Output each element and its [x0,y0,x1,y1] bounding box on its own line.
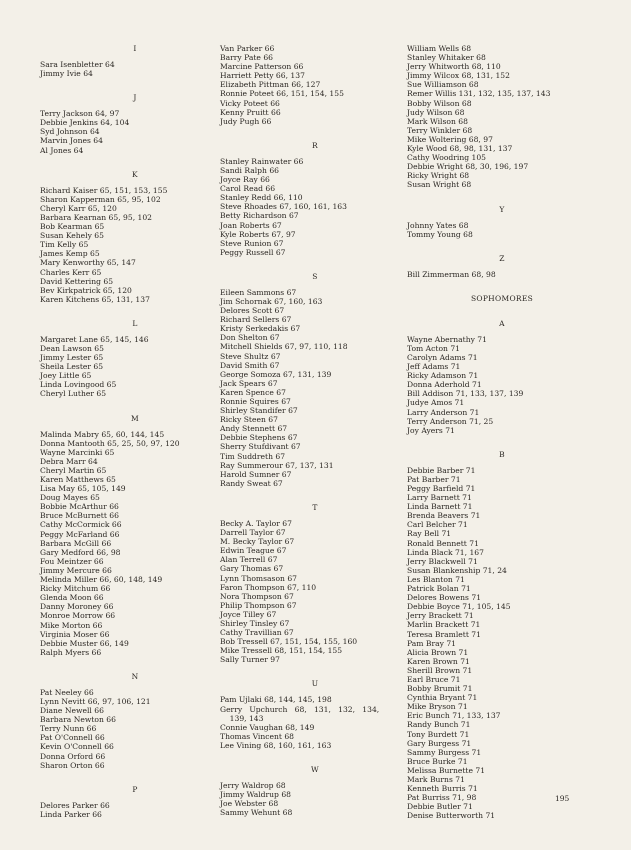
index-entry: Kyle Wood 68, 98, 131, 137 [407,144,513,154]
index-entry: Bobby Wilson 68 [407,98,472,108]
index-entry: Stanley Redd 66, 110 [220,193,303,203]
section-heading: A [499,318,505,328]
index-entry: Diane Newell 66 [40,706,104,716]
index-section [407,254,597,279]
index-entry: Mark Burns 71 [407,775,465,784]
index-section [220,141,410,257]
section-heading: Y [499,204,505,214]
index-section [40,44,230,78]
index-entry: Sharon Kapperman 65, 95, 102 [40,194,161,204]
index-entry: Ray Bell 71 [407,529,452,539]
page-number: 195 [555,794,570,803]
index-column-1 [40,44,230,834]
index-entry: Jeff Adams 71 [407,362,461,372]
index-entry: Al Jones 64 [40,145,84,155]
index-entry: Debbie Butler 71 [407,802,473,812]
index-entry: Sharon Orton 66 [40,760,105,770]
index-entry: Donna Mantooth 65, 25, 50, 97, 120 [40,438,180,448]
index-entry: Judye Amos 71 [407,398,465,408]
index-entry: Sue Williamson 68 [407,80,479,90]
index-entry: Kyle Roberts 67, 97 [220,229,296,239]
index-entry: Terry Winkler 68 [407,125,473,135]
index-entry: Linda Lovingood 65 [40,380,117,390]
index-entry: Bill Zimmerman 68, 98 [407,269,496,279]
index-section [40,414,230,657]
index-entry: Pat O'Connell 66 [40,733,105,743]
index-entry: Marlin Brackett 71 [407,620,481,630]
index-entry: Les Blanton 71 [407,574,465,584]
index-entry: Pam Bray 71 [407,638,457,648]
index-entry: Melissa Burnette 71 [407,765,486,775]
index-entry: Malinda Mabry 65, 60, 144, 145 [40,429,165,439]
index-entry: Kristy Serkedakis 67 [220,324,301,334]
index-section [40,93,230,154]
index-entry: Richard Kaiser 65, 151, 153, 155 [40,185,168,195]
index-entry: Johnny Yates 68 [407,220,469,230]
index-entry: Debra Marr 64 [40,456,98,466]
index-entry: Denise Butterworth 71 [407,811,496,821]
index-entry: M. Becky Taylor 67 [220,537,295,547]
index-entry: Cathy McCormick 66 [40,520,122,530]
index-entry: Betty Richardson 67 [220,211,299,221]
index-entry: Mary Kenworthy 65, 147 [40,258,136,268]
section-heading: B [499,449,505,459]
index-column-2 [220,44,410,832]
index-entry: Cathy Woodring 105 [407,153,486,163]
index-entry: Sammy Burgess 71 [407,747,482,757]
index-entry: Terry Nunn 66 [40,724,97,734]
index-entry: Pam Ujlaki 68, 144, 145, 198 [220,695,332,705]
index-entry: Donna Aderhold 71 [407,380,482,390]
index-entry: Stanley Whitaker 68 [407,53,486,63]
index-entry: Danny Moroney 66 [40,602,114,612]
index-entry: Wayne Abernathy 71 [407,334,487,344]
index-entry: Jack Spears 67 [220,378,278,388]
index-entry: Jerry Brackett 71 [407,611,474,621]
index-entry: Sherry Stufdivant 67 [220,442,301,452]
index-entry: Larry Anderson 71 [407,407,480,417]
index-entry: Jerry Blackwell 71 [407,556,478,566]
index-entry: Carol Read 66 [220,184,276,194]
section-heading: SOPHOMORES [470,293,534,303]
index-entry: Virginia Moser 66 [40,629,110,639]
index-entry: William Wells 68 [407,44,472,53]
index-section [220,765,410,817]
index-entry: Shirley Tinsley 67 [220,618,290,628]
index-entry: Margaret Lane 65, 145, 146 [40,334,149,344]
index-entry: Gerry Upchurch 68, 131, 132, 134, [220,704,380,714]
index-entry: Peggy McFarland 66 [40,529,120,539]
index-entry: Bruce Burke 71 [407,756,468,766]
index-entry: Joyce Ray 66 [220,175,270,185]
index-entry: Mike Tressell 68, 151, 154, 155 [220,646,343,656]
index-entry: Richard Sellers 67 [220,315,292,325]
index-entry: Cheryl Luther 65 [40,389,107,399]
index-entry: Ray Summerour 67, 137, 131 [220,460,334,470]
index-entry: Debbie Wright 68, 30, 196, 197 [407,162,529,172]
index-column-3 [407,44,597,835]
index-entry: Tom Acton 71 [407,343,460,353]
index-entry: Glenda Moon 66 [40,593,104,603]
index-entry: Ricky Adamson 71 [407,371,479,381]
index-section [220,272,410,488]
index-entry: Monroe Morrow 66 [40,611,116,621]
index-entry: Ralph Myers 66 [40,647,102,657]
index-entry: Alicia Brown 71 [407,647,469,657]
index-entry: Fou Meintzer 66 [40,556,104,566]
index-entry: Linda Black 71, 167 [407,547,484,557]
index-entry: Linda Barnett 71 [407,502,473,512]
index-entry: Bob Kearman 65 [40,222,105,232]
index-entry: Pat Barber 71 [407,474,461,484]
index-entry: Delores Bowens 71 [407,593,482,603]
index-entry: David Smith 67 [220,360,280,370]
index-entry: Debbie Jenkins 64, 104 [40,118,130,128]
index-entry: Jimmy Mercure 66 [40,565,112,575]
index-entry: Steve Shultz 67 [220,351,281,361]
index-entry: Stanley Rainwater 66 [220,156,304,166]
index-entry: Patrick Bolan 71 [407,584,471,594]
index-entry: Elizabeth Pittman 66, 127 [220,80,321,90]
index-entry: Sandi Ralph 66 [220,165,280,175]
index-entry: Vicky Poteet 66 [220,98,280,108]
index-entry: Debbie Muster 66, 149 [40,638,129,648]
index-entry: Nora Thompson 67 [220,591,294,601]
section-heading: Z [499,253,505,263]
index-entry: Cheryl Karr 65, 120 [40,203,117,213]
index-entry: Connie Vaughan 68, 149 [220,722,315,732]
section-heading: R [312,140,318,150]
index-entry: Jimmy Lester 65 [40,353,104,363]
index-entry: Don Shelton 67 [220,333,280,343]
index-section [407,294,597,304]
index-entry: Linda Parker 66 [40,809,102,819]
index-section [407,44,597,190]
index-entry: Marvin Jones 64 [40,136,103,146]
index-entry: Pat Burriss 71, 98 [407,793,477,803]
index-entry: Earl Bruce 71 [407,674,461,684]
index-entry: Jimmy Wilcox 68, 131, 152 [407,71,510,81]
index-entry: Donna Orford 66 [40,751,106,761]
index-entry: Susan Kehely 65 [40,231,104,241]
index-entry: Eileen Sammons 67 [220,287,297,297]
index-section [40,672,230,770]
index-entry: Syd Johnson 64 [40,127,100,137]
index-entry: Shirley Standifer 67 [220,406,298,416]
index-entry: Kenny Pruitt 66 [220,107,281,117]
index-entry: Mike Bryson 71 [407,702,468,712]
index-entry: Susan Wright 68 [407,180,472,190]
index-section [407,205,597,239]
index-entry: Alan Terrell 67 [220,555,278,565]
section-heading: J [133,93,137,103]
index-entry: Carl Belcher 71 [407,520,468,530]
index-entry: Ricky Steen 67 [220,415,278,425]
index-entry: Jerry Waldrop 68 [220,781,286,790]
index-entry: Sally Turner 97 [220,655,280,665]
index-entry: Jim Schornak 67, 160, 163 [220,296,323,306]
index-entry: Charles Kerr 65 [40,267,102,277]
index-section [407,319,597,435]
section-heading: N [131,671,139,681]
index-entry: Jerry Whitworth 68, 110 [407,62,501,72]
index-entry: Gary Burgess 71 [407,738,472,748]
index-entry: Tim Suddreth 67 [220,451,286,461]
index-entry: Randy Sweat 67 [220,478,283,488]
index-entry: Carolyn Adams 71 [407,352,478,362]
index-entry: Van Parker 66 [220,44,275,53]
index-entry: Eric Bunch 71, 133, 137 [407,711,501,721]
section-heading: I [133,44,137,53]
index-entry: David Kettering 65 [40,276,114,286]
index-entry: Bruce McBurnett 66 [40,511,119,521]
index-entry: Cathy Travillian 67 [220,628,294,638]
index-entry: Bill Addison 71, 133, 137, 139 [407,389,524,399]
index-entry: Lynn Thomsason 67 [220,573,297,583]
index-entry: Steve Rhoades 67, 160, 161, 163 [220,202,347,212]
index-entry: Karen Spence 67 [220,387,286,397]
index-entry: Joe Webster 68 [220,799,279,809]
index-entry: Barbara Kearnan 65, 95, 102 [40,212,153,222]
index-entry: Teresa Bramlett 71 [407,629,481,639]
index-entry: Lisa May 65, 105, 149 [40,484,126,494]
section-heading: T [312,502,318,512]
index-entry: Steve Runion 67 [220,238,284,248]
index-entry: Bob Tressell 67, 151, 154, 155, 160 [220,637,358,647]
index-entry: Cheryl Martin 65 [40,465,107,475]
index-section [40,319,230,399]
index-entry: Bobbie McArthur 66 [40,502,119,512]
index-entry: Pat Neeley 66 [40,687,94,697]
index-entry: Gary Medford 66, 98 [40,547,121,557]
section-heading: M [131,413,139,423]
index-entry: Kevin O'Connell 66 [40,742,114,752]
index-entry: Joyce Tilley 67 [220,609,277,619]
index-entry: Dean Lawson 65 [40,343,104,353]
index-entry: Tommy Young 68 [407,229,473,239]
index-entry: Tony Burdett 71 [407,729,470,739]
index-entry: Philip Thompson 67 [220,600,297,610]
index-entry: Bobby Brumit 71 [407,684,473,694]
index-entry: Judy Wilson 68 [407,107,465,117]
index-entry: Andy Stennett 67 [220,424,288,434]
index-entry: Joan Roberts 67 [220,220,282,230]
index-entry: Karen Brown 71 [407,656,470,666]
index-entry: Wayne Marcinki 65 [40,447,115,457]
index-entry: Mike Woltering 68, 97 [407,134,493,144]
index-entry: Thomas Vincent 68 [220,731,295,741]
index-section [220,679,410,750]
index-entry: Sheila Lester 65 [40,362,104,372]
index-entry: Karen Matthews 65 [40,475,116,484]
index-section [407,450,597,821]
section-heading: U [311,679,319,689]
index-entry: Susan Blankenship 71, 24 [407,565,507,575]
index-entry: Debbie Barber 71 [407,465,476,475]
index-entry: Lynn Nevitt 66, 97, 106, 121 [40,696,151,706]
index-entry: Delores Scott 67 [220,306,285,316]
section-heading: S [312,271,318,281]
index-entry: Sammy Wehunt 68 [220,808,293,818]
index-entry: Peggy Russell 67 [220,247,286,257]
index-entry: Harold Sumner 67 [220,469,292,479]
index-entry: Karen Kitchens 65, 131, 137 [40,294,150,304]
index-entry: Edwin Teague 67 [220,546,287,556]
section-heading: L [132,318,138,328]
section-heading: K [132,169,138,179]
index-entry: Ricky Wright 68 [407,171,470,181]
index-entry: Ricky Mitchum 66 [40,584,111,594]
index-entry: Barry Pate 66 [220,53,273,63]
index-entry: Sara Isenbletter 64 [40,60,115,69]
index-entry: Mitchell Shields 67, 97, 110, 118 [220,342,348,352]
index-section [220,44,410,126]
index-entry: Doug Mayes 65 [40,493,100,503]
index-entry: Marcine Patterson 66 [220,62,304,72]
section-heading: W [310,765,319,774]
index-entry: Larry Barnett 71 [407,493,472,503]
index-entry: Lee Vining 68, 160, 161, 163 [220,740,332,750]
index-entry: Becky A. Taylor 67 [220,518,292,528]
index-entry: Harriett Petty 66, 137 [220,71,305,81]
index-entry: Joy Ayers 71 [407,425,455,435]
index-entry: Brenda Beavers 71 [407,511,481,521]
section-heading: P [132,784,138,794]
index-entry: Barbara McGill 66 [40,538,112,548]
index-section [40,170,230,304]
index-entry: George Somoza 67, 131, 139 [220,369,332,379]
index-entry: Sherill Brown 71 [407,665,473,675]
index-entry: Delores Parker 66 [40,800,110,810]
index-entry: Terry Jackson 64, 97 [40,109,120,119]
index-entry: Peggy Barfield 71 [407,484,476,493]
index-entry: Barbara Newton 66 [40,715,116,725]
index-entry: Faron Thompson 67, 110 [220,582,317,592]
index-entry: Cynthia Bryant 71 [407,693,478,703]
index-entry: James Kemp 65 [40,249,100,259]
index-section [40,785,230,819]
index-entry: Ronald Bennett 71 [407,538,479,548]
index-section [220,503,410,665]
index-entry: Melinda Miller 66, 60, 148, 149 [40,575,163,585]
index-entry: Mike Morton 66 [40,620,103,630]
index-entry: Kenneth Burris 71 [407,784,478,794]
index-entry: Darrell Taylor 67 [220,528,286,538]
index-entry: Ronnie Squires 67 [220,397,291,406]
index-entry: Mark Wilson 68 [407,116,468,126]
index-entry: 139, 143 [220,713,264,723]
index-entry: Jimmy Waldrup 68 [220,790,291,800]
index-entry: Jimmy Ivie 64 [40,69,93,79]
index-entry: Debbie Boyce 71, 105, 145 [407,602,511,612]
index-entry: Judy Pugh 66 [220,116,272,126]
index-entry: Joey Little 65 [40,371,92,381]
index-entry: Tim Kelly 65 [40,240,89,250]
index-entry: Bev Kirkpatrick 65, 120 [40,285,132,295]
index-entry: Debbie Stephens 67 [220,433,298,443]
index-entry: Remer Willis 131, 132, 135, 137, 143 [407,89,551,99]
index-entry: Gary Thomas 67 [220,564,284,574]
index-entry: Terry Anderson 71, 25 [407,416,494,426]
index-entry: Ronnie Poteet 66, 151, 154, 155 [220,89,344,99]
index-entry: Randy Bunch 71 [407,720,471,730]
